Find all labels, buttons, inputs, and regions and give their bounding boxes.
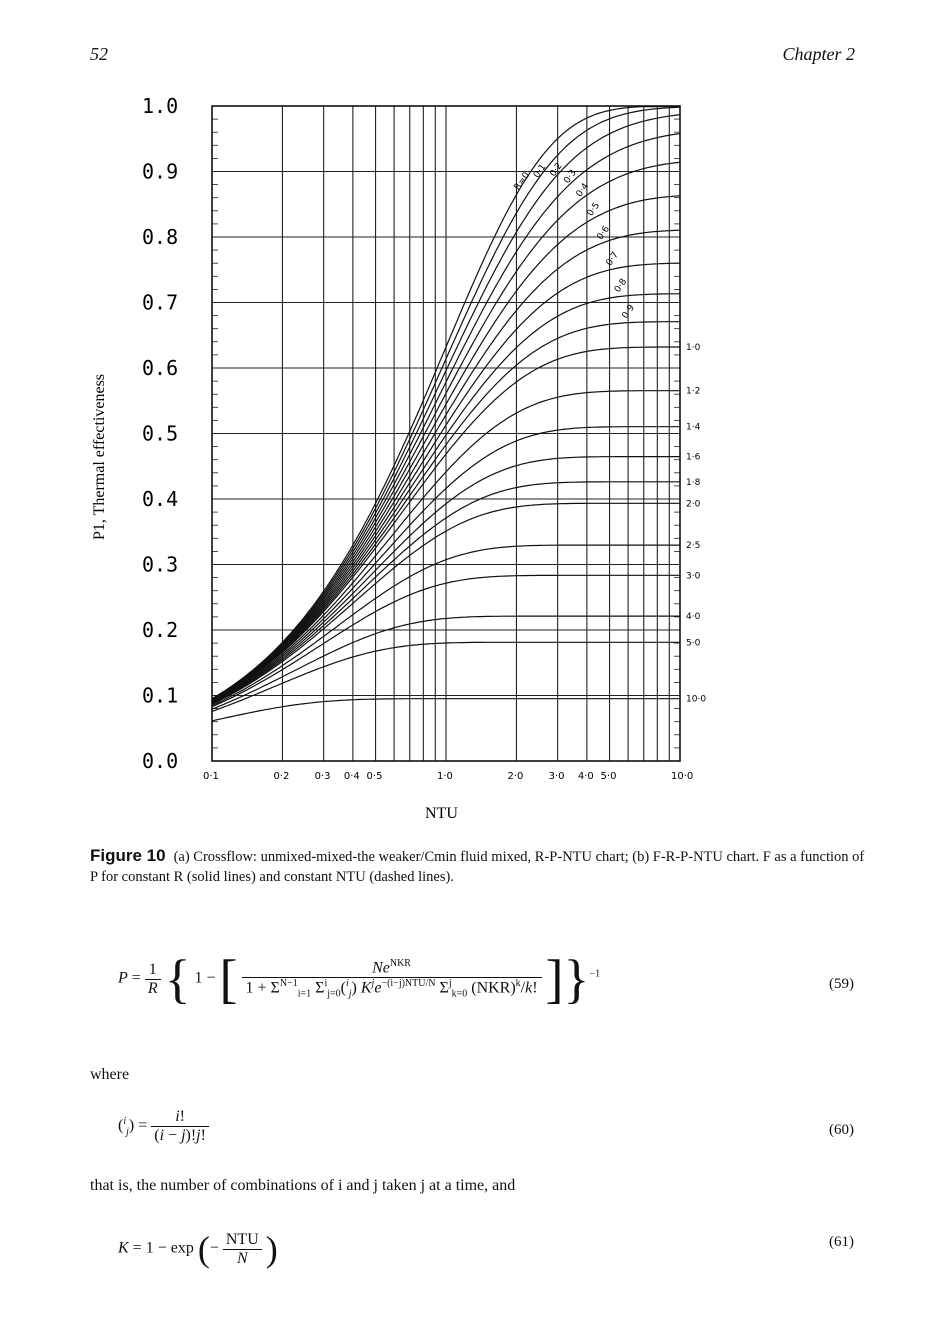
figure-caption bbox=[90, 846, 870, 887]
r-label: 10·0 bbox=[686, 694, 707, 705]
y-tick-label: 0.8 bbox=[142, 225, 179, 249]
that-is-text: that is, the number of combinations of i and j taken j at a time, and bbox=[90, 1177, 516, 1194]
r-label: 1·0 bbox=[686, 342, 701, 353]
y-tick-labels bbox=[142, 94, 178, 773]
x-tick-label: 10·0 bbox=[671, 771, 694, 782]
r-label: 0·4 bbox=[574, 181, 592, 200]
r-label: 0·5 bbox=[585, 200, 603, 219]
r-label: 0·8 bbox=[612, 277, 630, 295]
equation-60: ($^i_j$) = $\frac{i!}{(i - j)!j!}$ bbox=[118, 1108, 209, 1145]
eq61-number: (61) bbox=[829, 1234, 854, 1250]
y-tick-label: 0.2 bbox=[142, 618, 179, 642]
x-tick-label: 2·0 bbox=[507, 771, 524, 782]
y-tick-label: 0.4 bbox=[142, 487, 179, 511]
equation-61: K = 1 − exp (− $\frac{\text{NTU}}{N}$ ) bbox=[118, 1229, 278, 1269]
y-tick-label: 0.7 bbox=[142, 290, 179, 315]
r-label: R=0 bbox=[512, 170, 533, 193]
figure-label: Figure 10 bbox=[90, 846, 166, 865]
r-label: 1·2 bbox=[686, 386, 701, 397]
y-tick-label: 0.1 bbox=[142, 683, 179, 708]
x-tick-label: 0·4 bbox=[343, 771, 360, 782]
r-label: 1·6 bbox=[686, 452, 701, 463]
x-tick-label: 0·1 bbox=[203, 771, 219, 782]
r-label: 0·9 bbox=[620, 303, 637, 321]
r-label: 3·0 bbox=[686, 571, 701, 582]
x-tick-label: 1·0 bbox=[437, 771, 453, 782]
page-number: 52 bbox=[90, 44, 108, 64]
r-label: 0·6 bbox=[595, 224, 612, 242]
y-axis-title: P1, Thermal effectiveness bbox=[91, 373, 108, 540]
chapter-header: Chapter 2 bbox=[782, 44, 855, 64]
r-label: 0·3 bbox=[562, 168, 579, 186]
x-tick-label: 5·0 bbox=[600, 771, 617, 782]
r-label: 1·4 bbox=[686, 422, 701, 433]
r-label: 1·8 bbox=[686, 477, 701, 488]
r-label: 4·0 bbox=[686, 612, 701, 623]
where-text: where bbox=[90, 1066, 130, 1083]
chart-grid bbox=[212, 106, 680, 761]
y-tick-label: 0.9 bbox=[142, 159, 179, 184]
y-tick-label: 0.6 bbox=[142, 356, 179, 380]
y-tick-label: 0.5 bbox=[142, 421, 179, 446]
y-tick-label: 1.0 bbox=[142, 94, 179, 118]
r-label: 0·7 bbox=[604, 250, 622, 268]
eq60-number: (60) bbox=[829, 1122, 854, 1138]
x-tick-label: 0·2 bbox=[273, 771, 290, 782]
r-label: 0·2 bbox=[548, 161, 565, 179]
y-tick-label: 0.3 bbox=[142, 552, 179, 577]
r-label: 2·0 bbox=[686, 499, 701, 510]
y-tick-label: 0.0 bbox=[142, 749, 179, 773]
x-tick-label: 3·0 bbox=[548, 771, 565, 782]
x-tick-label: 0·5 bbox=[366, 771, 383, 782]
r-label: 2·5 bbox=[686, 541, 701, 552]
r-label: 5·0 bbox=[686, 638, 701, 649]
x-tick-label: 4·0 bbox=[577, 771, 594, 782]
r-label: 0·1 bbox=[532, 162, 549, 181]
eq59-number: (59) bbox=[829, 976, 854, 992]
equation-59: P = $\frac{1}{R}$ { 1 − [ $\frac{Ne^{NKR}}{1 + \Sigma^{N-1}_{i=1} \Sigma^i_{j=0}(^i_j) K^je^{-(i-j)NTU/N} \Sigma^j_{k=0} (NKR)^k/k!}$ ]}$^{-1}$ bbox=[118, 949, 601, 1009]
x-tick-labels bbox=[203, 771, 693, 782]
x-axis-title: NTU bbox=[425, 805, 458, 820]
caption-text: (a) Crossflow: unmixed-mixed-the weaker/Cmin fluid mixed, R-P-NTU chart; (b) F-R-P-NTU chart. F as a function of P for constant R (solid lines) and constant NTU (dashed lines). bbox=[90, 849, 865, 885]
x-tick-label: 0·3 bbox=[314, 771, 331, 782]
